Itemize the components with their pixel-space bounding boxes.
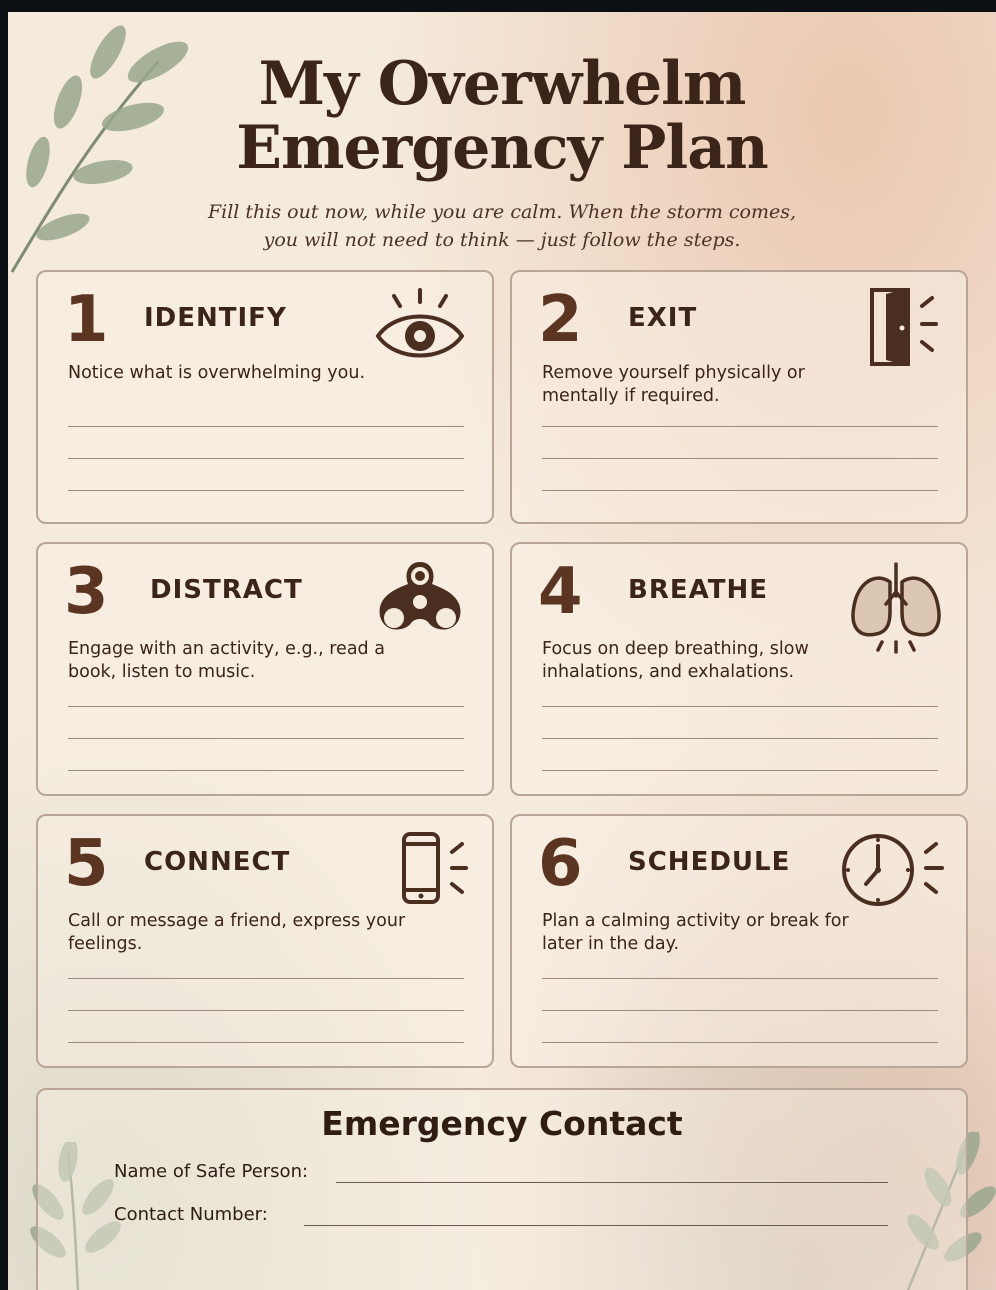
fidget-spinner-icon — [372, 558, 468, 638]
step-number: 2 — [538, 283, 583, 357]
write-line[interactable] — [68, 426, 464, 427]
step-description: Notice what is overwhelming you. — [68, 363, 366, 383]
step-heading: IDENTIFY — [144, 303, 287, 333]
write-line[interactable] — [68, 1042, 464, 1043]
step-heading: SCHEDULE — [628, 847, 791, 877]
page-subtitle — [8, 198, 996, 254]
write-line[interactable] — [542, 1042, 938, 1043]
write-line[interactable] — [68, 1010, 464, 1011]
emergency-contact-section — [36, 1088, 968, 1290]
step-description: Focus on deep breathing, slow inhalations, and exhalations. — [542, 639, 809, 682]
write-line[interactable] — [542, 738, 938, 739]
lungs-icon — [846, 562, 946, 654]
step-description: Call or message a friend, express your feelings. — [68, 911, 406, 954]
step-description: Remove yourself physically or mentally if required. — [542, 363, 805, 406]
subtitle-line-1: Fill this out now, while you are calm. When the storm comes, — [207, 201, 797, 223]
safe-person-name-field[interactable] — [336, 1182, 888, 1183]
write-line[interactable] — [542, 706, 938, 707]
step-card-exit — [510, 270, 968, 524]
step-card-connect — [36, 814, 494, 1068]
eye-icon — [372, 286, 468, 362]
step-description: Engage with an activity, e.g., read a book, listen to music. — [68, 639, 385, 682]
clock-icon — [838, 830, 948, 910]
write-line[interactable] — [68, 978, 464, 979]
step-card-identify — [36, 270, 494, 524]
step-heading: DISTRACT — [150, 575, 303, 605]
door-icon — [864, 284, 948, 370]
step-number: 6 — [538, 827, 583, 901]
step-number: 1 — [64, 283, 109, 357]
write-line[interactable] — [542, 770, 938, 771]
write-line[interactable] — [542, 978, 938, 979]
step-number: 4 — [538, 555, 583, 629]
step-heading: BREATHE — [628, 575, 768, 605]
title-line-2: Emergency Plan — [236, 113, 768, 183]
step-description: Plan a calming activity or break for later in the day. — [542, 911, 849, 954]
safe-person-name-label: Name of Safe Person: — [114, 1161, 309, 1182]
step-card-schedule — [510, 814, 968, 1068]
page-title — [8, 49, 996, 183]
write-line[interactable] — [68, 706, 464, 707]
contact-number-field[interactable] — [304, 1225, 888, 1226]
write-line[interactable] — [68, 738, 464, 739]
step-heading: EXIT — [628, 303, 698, 333]
title-line-1: My Overwhelm — [258, 49, 746, 119]
write-line[interactable] — [542, 426, 938, 427]
step-card-distract — [36, 542, 494, 796]
worksheet-page — [8, 12, 996, 1290]
step-card-breathe — [510, 542, 968, 796]
contact-number-label: Contact Number: — [114, 1204, 268, 1225]
emergency-contact-title: Emergency Contact — [321, 1104, 683, 1143]
write-line[interactable] — [68, 770, 464, 771]
step-heading: CONNECT — [144, 847, 291, 877]
write-line[interactable] — [68, 490, 464, 491]
step-number: 5 — [64, 827, 109, 901]
step-number: 3 — [64, 555, 109, 629]
phone-icon — [398, 830, 478, 910]
write-line[interactable] — [542, 1010, 938, 1011]
write-line[interactable] — [542, 458, 938, 459]
write-line[interactable] — [68, 458, 464, 459]
write-line[interactable] — [542, 490, 938, 491]
subtitle-line-2: you will not need to think — just follow the steps. — [263, 229, 741, 251]
